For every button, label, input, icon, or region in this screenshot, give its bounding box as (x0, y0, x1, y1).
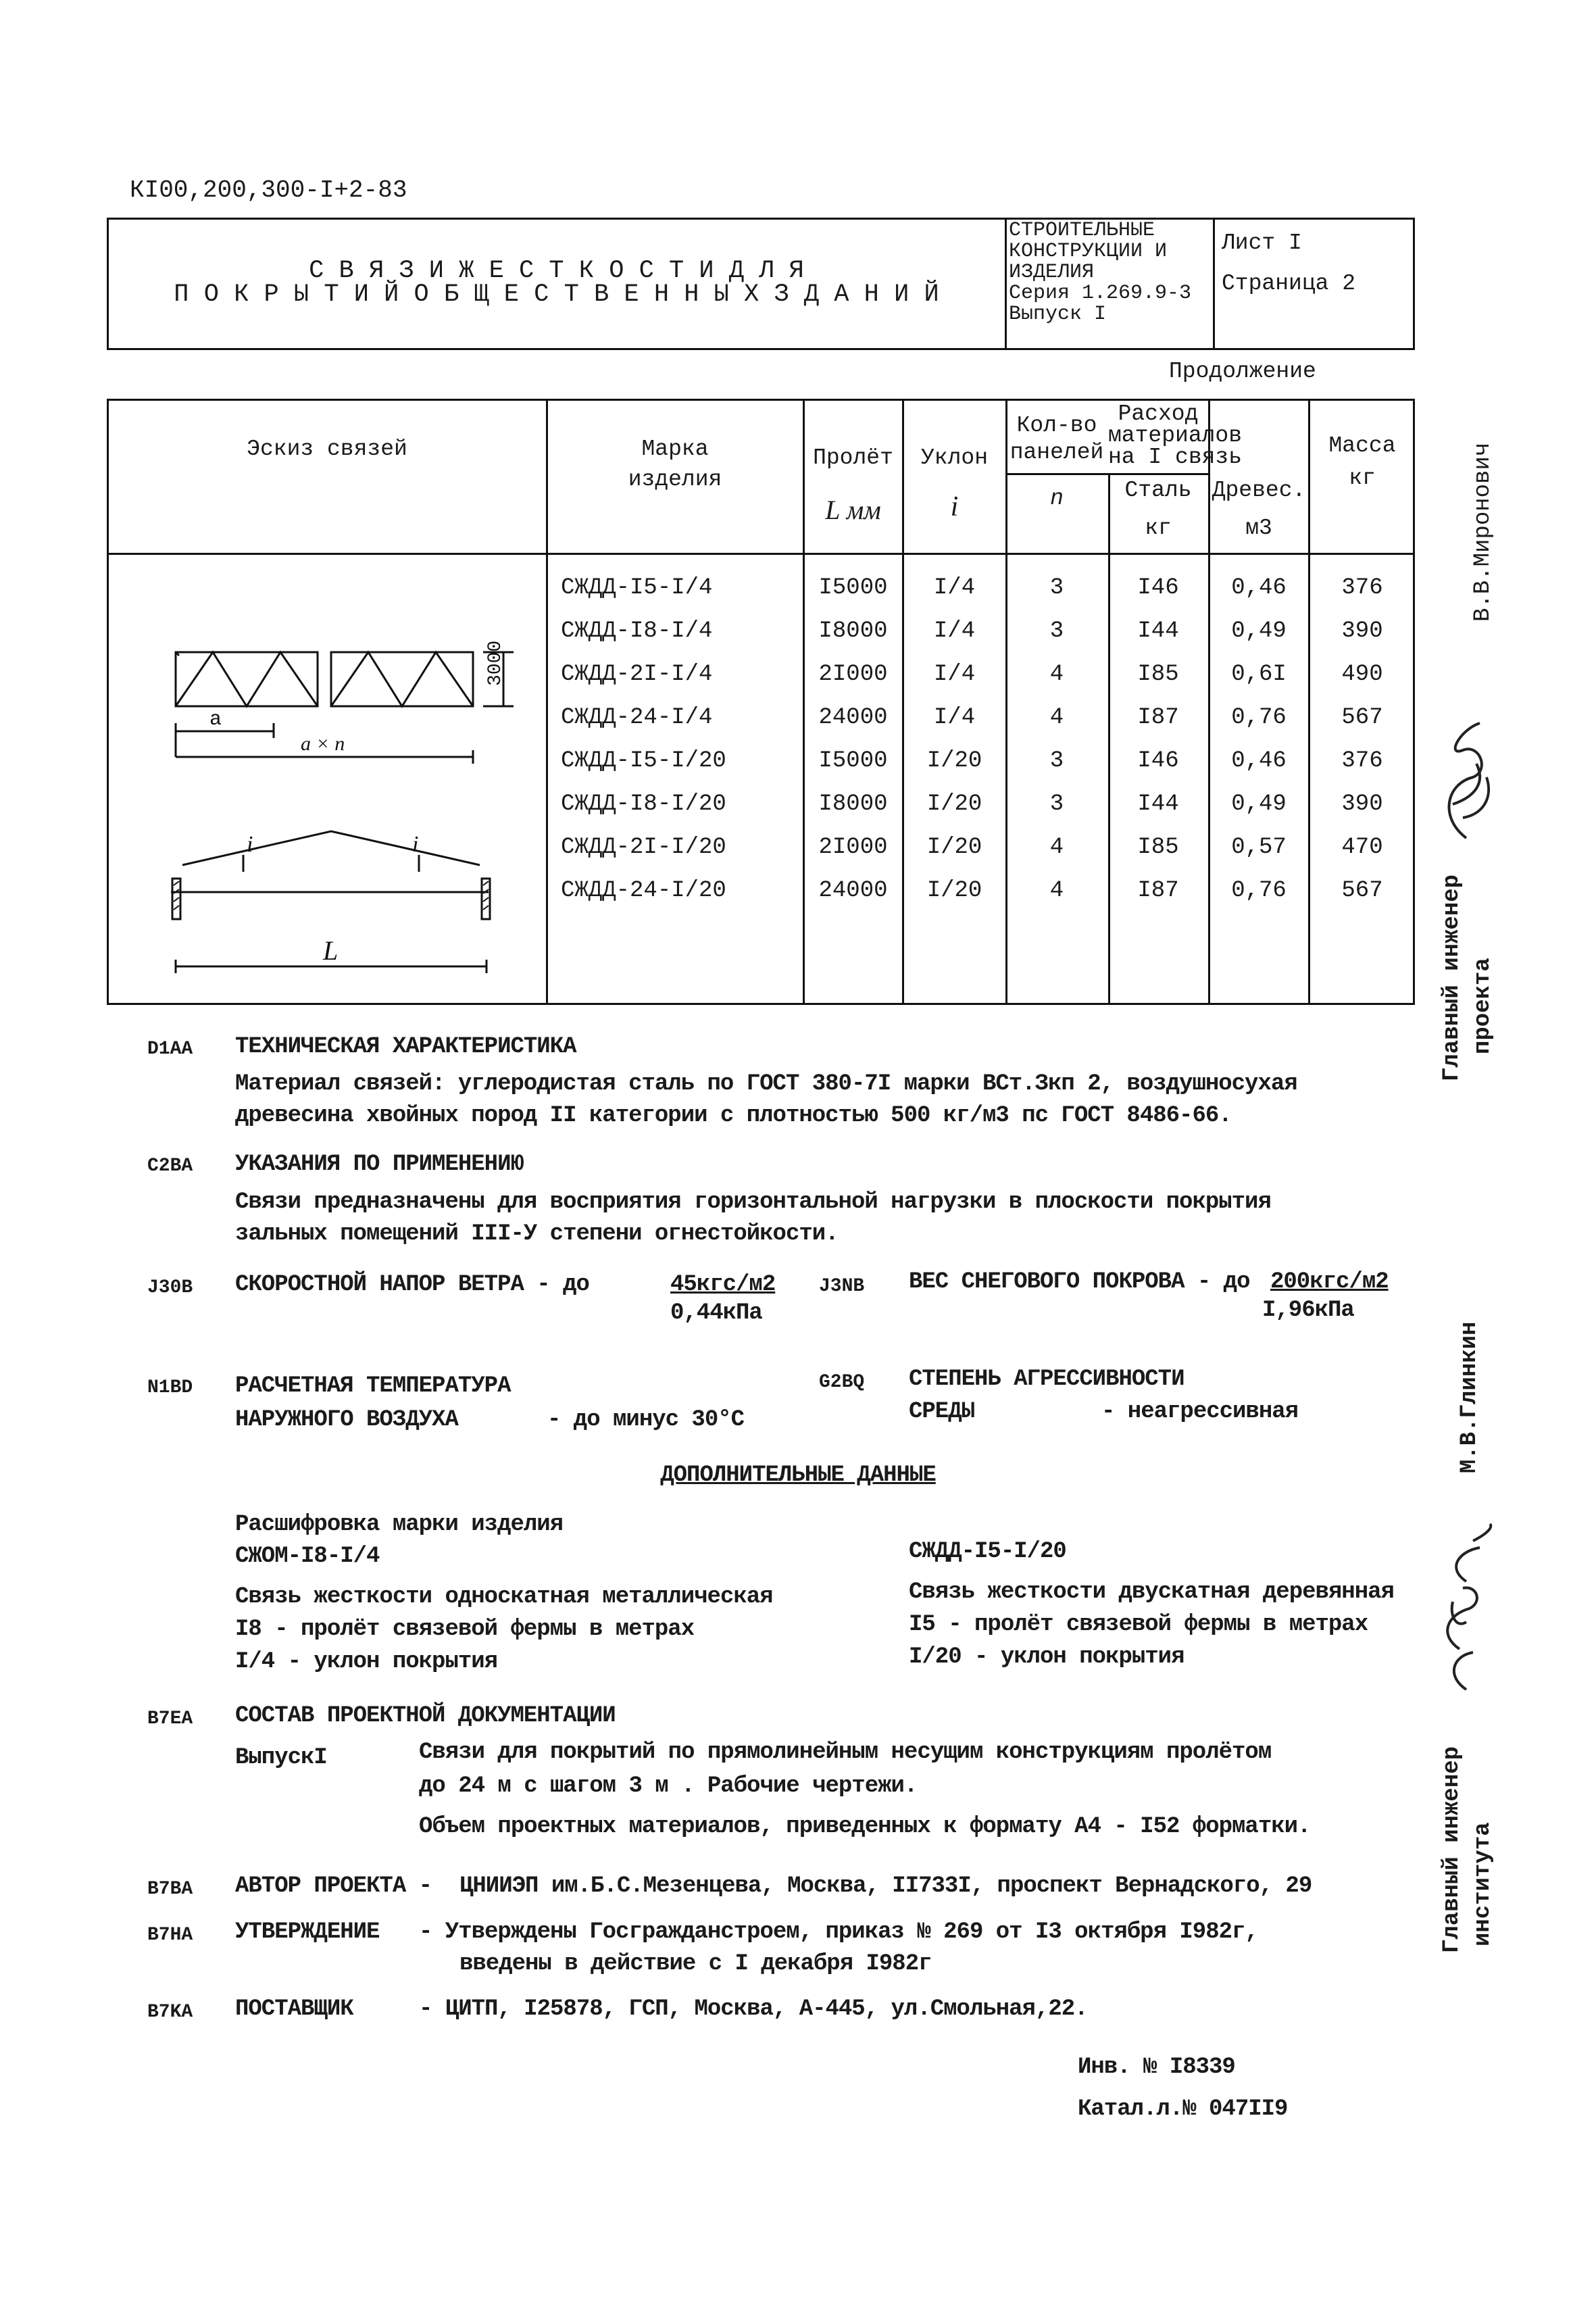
table-cell-panels: 4 (1049, 878, 1064, 904)
sketch-slope-right: i (412, 832, 419, 857)
series-block (1009, 220, 1191, 325)
author-code: B7BA (147, 1879, 193, 1900)
docs-text-3: Объем проектных материалов, приведенных к формату А4 - I52 форматки. (419, 1814, 1311, 1840)
col-header-consumption: Расход (1118, 401, 1199, 426)
approval-text-2: введены в действие с I декабря I982г (459, 1951, 932, 1977)
approval-label: УТВЕРЖДЕНИЕ (235, 1919, 380, 1945)
catalog-number: Катал.л.№ 047II9 (1078, 2096, 1288, 2122)
table-cell-wood: 0,46 (1231, 575, 1287, 601)
table-cell-slope: I/20 (926, 878, 982, 904)
signature-mironovich (1426, 703, 1500, 852)
col-header-sketch: Эскиз связей (247, 437, 407, 462)
chief-engineer-institute-2: института (1470, 1822, 1496, 1946)
table-cell-mark: СЖДД-24-I/20 (561, 878, 726, 904)
chief-engineer-project-2: проекта (1470, 958, 1496, 1054)
table-cell-span: 2I000 (818, 662, 888, 687)
table-cell-mark: СЖДД-2I-I/20 (561, 835, 726, 860)
table-cell-span: 24000 (818, 878, 888, 904)
table-cell-span: I5000 (818, 575, 888, 601)
sketch-a-label: а (209, 708, 222, 731)
approval-text-1: - Утверждены Госгражданстроем, приказ № 269 от I3 октября I982г, (419, 1919, 1258, 1945)
author-text: ЦНИИЭП им.Б.С.Мезенцева, Москва, II733I, проспект Вернадского, 29 (459, 1873, 1312, 1899)
table-cell-wood: 0,46 (1231, 748, 1287, 774)
col-header-mass-unit: кг (1349, 466, 1376, 491)
name-mironovich: В.В.Миронович (1470, 442, 1496, 622)
table-cell-wood: 0,57 (1231, 835, 1287, 860)
table-cell-mass: 567 (1341, 878, 1383, 904)
docs-title: СОСТАВ ПРОЕКТНОЙ ДОКУМЕНТАЦИИ (235, 1703, 616, 1729)
table-cell-mark: СЖДД-24-I/4 (561, 705, 713, 731)
signature-glinkin (1419, 1521, 1507, 1703)
snow-value-2: I,96кПа (1262, 1298, 1354, 1323)
col-header-steel-unit: кг (1145, 516, 1172, 541)
table-cell-panels: 3 (1049, 748, 1064, 774)
continuation-label: Продолжение (1169, 359, 1316, 384)
title-line-2: П О К Р Ы Т И Й О Б Щ Е С Т В Е Н Н Ы Х З Д А Н И Й (174, 280, 939, 309)
table-cell-panels: 4 (1049, 662, 1064, 687)
table-cell-mass: 376 (1341, 748, 1383, 774)
table-cell-steel: I44 (1137, 791, 1179, 817)
snow-code: J3NB (819, 1276, 865, 1297)
table-cell-wood: 0,49 (1231, 618, 1287, 644)
usage-text-2: зальных помещений III-У степени огнестойкости. (235, 1221, 839, 1247)
table-cell-slope: I/20 (926, 748, 982, 774)
table-cell-wood: 0,76 (1231, 878, 1287, 904)
table-cell-steel: I87 (1137, 878, 1179, 904)
table-cell-steel: I46 (1137, 748, 1179, 774)
supplier-code: B7KA (147, 2002, 193, 2023)
aggr-code: G2BQ (819, 1372, 865, 1393)
table-cell-slope: I/4 (933, 705, 976, 731)
inventory-number: Инв. № I8339 (1078, 2054, 1235, 2080)
col-header-mark-2: изделия (628, 467, 722, 492)
series-line: Выпуск I (1009, 303, 1107, 326)
table-cell-span: I5000 (818, 748, 888, 774)
table-cell-span: I8000 (818, 618, 888, 644)
docs-text-2: до 24 м с шагом 3 м . Рабочие чертежи. (419, 1773, 918, 1799)
bracing-sketch (108, 554, 545, 1003)
aggr-value: - неагрессивная (1101, 1399, 1299, 1425)
table-cell-mass: 390 (1341, 791, 1383, 817)
table-cell-span: 2I000 (818, 835, 888, 860)
col-header-steel: Сталь (1124, 478, 1192, 503)
table-cell-mark: СЖДД-I8-I/4 (561, 618, 713, 644)
docs-code: B7EA (147, 1708, 193, 1729)
decode-left-line: I8 - пролёт связевой фермы в метрах (235, 1617, 695, 1642)
table-cell-mark: СЖДД-2I-I/4 (561, 662, 713, 687)
table-cell-panels: 4 (1049, 705, 1064, 731)
col-header-slope-symbol: i (950, 491, 959, 522)
author-label: АВТОР ПРОЕКТА - (235, 1873, 432, 1899)
col-header-slope: Уклон (920, 445, 989, 470)
table-cell-wood: 0,76 (1231, 705, 1287, 731)
temp-label-2: НАРУЖНОГО ВОЗДУХА (235, 1407, 458, 1433)
col-header-consumption-3: на I связь (1108, 445, 1243, 470)
table-cell-mark: СЖДД-I8-I/20 (561, 791, 726, 817)
temp-code: N1BD (147, 1377, 193, 1398)
approval-code: B7HA (147, 1925, 193, 1946)
sketch-slope-left: i (247, 832, 253, 857)
page-number: Страница 2 (1222, 271, 1356, 296)
tech-title: ТЕХНИЧЕСКАЯ ХАРАКТЕРИСТИКА (235, 1034, 576, 1060)
table-cell-steel: I85 (1137, 835, 1179, 860)
sketch-span-label: L (323, 935, 339, 966)
table-cell-steel: I46 (1137, 575, 1179, 601)
temp-label-1: РАСЧЕТНАЯ ТЕМПЕРАТУРА (235, 1373, 511, 1399)
series-line: ИЗДЕЛИЯ (1009, 261, 1095, 284)
decode-left-mark: СЖОМ-I8-I/4 (235, 1544, 380, 1569)
table-cell-mark: СЖДД-I5-I/4 (561, 575, 713, 601)
aggr-label-1: СТЕПЕНЬ АГРЕССИВНОСТИ (909, 1367, 1184, 1392)
table-cell-mass: 390 (1341, 618, 1383, 644)
decode-right-line: I/20 - уклон покрытия (909, 1644, 1184, 1670)
wind-label: СКОРОСТНОЙ НАПОР ВЕТРА - до (235, 1272, 589, 1298)
supplier-text: - ЦИТП, I25878, ГСП, Москва, А-445, ул.Смольная,22. (419, 1996, 1088, 2022)
table-cell-span: I8000 (818, 791, 888, 817)
name-glinkin: М.В.Глинкин (1457, 1321, 1482, 1473)
chief-engineer-institute: Главный инженер (1439, 1746, 1465, 1953)
col-header-consumption-2: материалов (1108, 423, 1243, 448)
col-header-panels: Кол-во (1016, 413, 1097, 438)
wind-code: J30B (147, 1277, 193, 1298)
table-cell-panels: 3 (1049, 791, 1064, 817)
decode-title: Расшифровка марки изделия (235, 1512, 564, 1537)
col-header-panels-2: панелей (1009, 440, 1104, 465)
table-cell-slope: I/20 (926, 791, 982, 817)
decode-right-line: I5 - пролёт связевой фермы в метрах (909, 1612, 1368, 1638)
table-cell-steel: I85 (1137, 662, 1179, 687)
decode-left-line: Связь жесткости односкатная металлическая (235, 1584, 773, 1610)
col-header-wood-unit: м3 (1245, 516, 1272, 541)
table-cell-wood: 0,49 (1231, 791, 1287, 817)
col-header-span-symbol: L мм (825, 495, 881, 525)
table-cell-slope: I/20 (926, 835, 982, 860)
table-cell-span: 24000 (818, 705, 888, 731)
table-cell-slope: I/4 (933, 618, 976, 644)
decode-right-line: Связь жесткости двускатная деревянная (909, 1579, 1394, 1605)
docs-text-1: Связи для покрытий по прямолинейным несущим конструкциям пролётом (419, 1740, 1272, 1765)
col-header-mass: Масса (1328, 433, 1396, 458)
series-line: СТРОИТЕЛЬНЫЕ (1009, 219, 1155, 242)
table-cell-mass: 470 (1341, 835, 1383, 860)
tech-text-2: древесина хвойных пород II категории с плотностью 500 кг/м3 пс ГОСТ 8486-66. (235, 1103, 1232, 1129)
table-cell-panels: 4 (1049, 835, 1064, 860)
snow-value-1: 200кгс/м2 (1270, 1269, 1389, 1295)
snow-label: ВЕС СНЕГОВОГО ПОКРОВА - до (909, 1269, 1250, 1295)
doc-code: КI00,200,300-I+2-83 (130, 176, 407, 204)
docs-issue: ВыпускI (235, 1745, 327, 1771)
extra-title: ДОПОЛНИТЕЛЬНЫЕ ДАННЫЕ (660, 1462, 936, 1488)
decode-right-mark: СЖДД-I5-I/20 (909, 1539, 1066, 1565)
table-cell-mass: 567 (1341, 705, 1383, 731)
tech-text-1: Материал связей: углеродистая сталь по ГОСТ 380-7I марки ВСт.Зкп 2, воздушносухая (235, 1071, 1297, 1097)
tech-code: D1AA (147, 1039, 193, 1060)
temp-value: - до минус 30°С (547, 1407, 745, 1433)
col-header-span: Пролёт (813, 445, 893, 470)
decode-left-line: I/4 - уклон покрытия (235, 1649, 498, 1675)
usage-code: C2BA (147, 1156, 193, 1177)
title-line-1: С В Я З И Ж Е С Т К О С Т И Д Л Я (309, 257, 804, 285)
sketch-height-label: 3000 (485, 640, 506, 686)
table-cell-slope: I/4 (933, 575, 976, 601)
sketch-axn-label: а × n (301, 733, 345, 755)
table-cell-panels: 3 (1049, 575, 1064, 601)
series-line: Серия 1.269.9-3 (1009, 282, 1192, 305)
wind-value-1: 45кгс/м2 (670, 1272, 776, 1298)
table-cell-slope: I/4 (933, 662, 976, 687)
col-header-wood: Древес. (1212, 478, 1306, 503)
table-cell-mark: СЖДД-I5-I/20 (561, 748, 726, 774)
col-header-mark: Марка (641, 437, 709, 462)
table-cell-steel: I87 (1137, 705, 1179, 731)
series-line: КОНСТРУКЦИИ И (1009, 240, 1168, 263)
table-cell-mass: 490 (1341, 662, 1383, 687)
col-header-panels-symbol: n (1050, 486, 1064, 511)
table-cell-steel: I44 (1137, 618, 1179, 644)
table-cell-wood: 0,6I (1231, 662, 1287, 687)
chief-engineer-project: Главный инженер (1439, 874, 1465, 1081)
sheet-number: Лист I (1222, 230, 1302, 255)
usage-text-1: Связи предназначены для восприятия горизонтальной нагрузки в плоскости покрытия (235, 1189, 1271, 1215)
usage-title: УКАЗАНИЯ ПО ПРИМЕНЕНИЮ (235, 1152, 524, 1177)
supplier-label: ПОСТАВЩИК (235, 1996, 353, 2022)
wind-value-2: 0,44кПа (670, 1300, 762, 1326)
table-cell-mass: 376 (1341, 575, 1383, 601)
aggr-label-2: СРЕДЫ (909, 1399, 975, 1425)
table-cell-panels: 3 (1049, 618, 1064, 644)
